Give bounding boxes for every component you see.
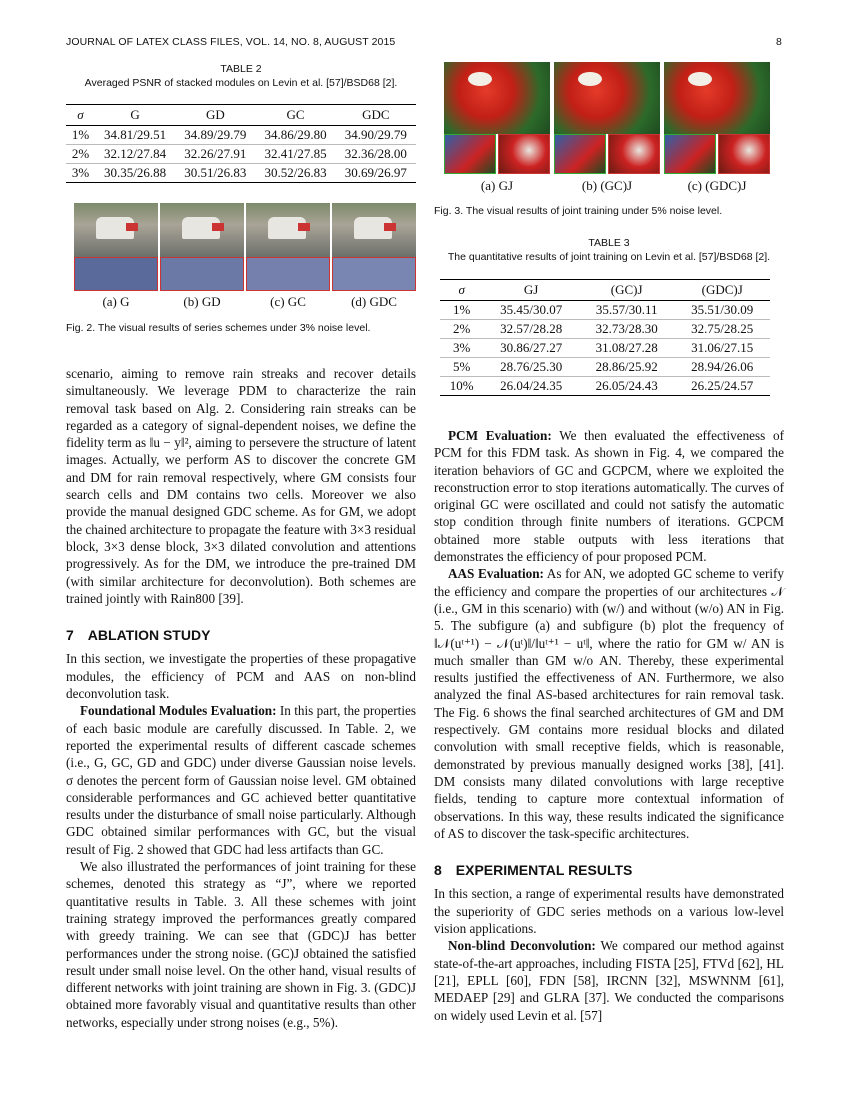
table2 [66,104,416,183]
paragraph: We also illustrated the performances of joint training for these schemes, denoted this strategy as “J”, where we reported quantitative results in Table. 3. All these schemes with joint training strategy improved the performances greatly compared with greedy training. We can see that (GDC)J has better performances under the strong noise. (GC)J obtained the satisfied result under small noise level. On the other hand, visual results of different networks with joint training are shown in Fig. 3. (GDC)J obtained more favorably visual and quantitative results than other networks, especially under strong noises (e.g., 5%). [66,859,416,1030]
paragraph-heading: PCM Evaluation: [448,428,552,443]
table-cell: 3% [66,164,95,183]
paragraph-body: We then evaluated the effectiveness of PCM for this FDM task. As shown in Fig. 4, we compared the iteration behaviors of GC and GCPCM, where we exploited the reconstruction error to stop iterations automatically. The curves of original GC were oscillated and could not satisfy the automatic stop condition through finite numbers of iterations. GCPCM obtained more stable outputs with less iterations that demonstrates the efficiency of pour proposed PCM. [434,428,785,565]
paragraph: In this section, a range of experimental results have demonstrated the superiority of GDC series methods on a various low-level vision applications. [434,886,784,937]
fig3-subcaption: (c) (GDC)J [687,178,747,193]
table-cell: 32.41/27.85 [255,145,335,164]
section-heading [66,627,416,644]
table-header-cell: GDC [336,105,416,126]
table-cell: 32.73/28.30 [579,320,675,339]
fig3-image-gdcj [664,62,770,174]
table-cell: 28.94/26.06 [674,358,770,377]
table-row [440,301,770,320]
paragraph-body: As for AN, we adopted GC scheme to verify the efficiency and compare the properties of our architectures 𝒩 (i.e., GM in this scenario) with (w/) and without (w/o) AN in Fig. 5. The subfigure (a) and subfigure (b) plot the frequency of ‖𝒩(uᵗ⁺¹) − 𝒩(uᵗ)‖/‖uᵗ⁺¹ − uᵗ‖, where the ratio for GM w/ AN is much smaller than GM w/o AN. Thereby, these experimental results justified the effectiveness of AN. Furthermore, we also analyzed the final AS-based architectures for rain removal task. The Fig. 6 shows the final searched architectures of GM and DM respectively. GM contains more residual blocks and dilated convolution with small receptive fields, which is reasonable, demonstrated by previous manually designed works [38], [41]. DM consists many dilated convolutions with large receptive fields, tending to capture more contextual information of observations. In this way, these results indicated the significance of AS to discover the task-specific architectures. [434,566,784,841]
paragraph [66,702,416,858]
table-cell: 34.81/29.51 [95,126,175,145]
table-cell: 34.89/29.79 [175,126,255,145]
table-cell: 31.06/27.15 [674,339,770,358]
table-row [66,145,416,164]
table2-label: TABLE 2 [220,63,262,75]
fig2-image-gd [160,203,244,291]
table-cell: 30.52/26.83 [255,164,335,183]
table-cell: 28.76/25.30 [483,358,579,377]
table2-caption: Averaged PSNR of stacked modules on Levin et al. [57]/BSD68 [2]. [84,77,398,89]
table-cell: 26.25/24.57 [674,377,770,396]
table-cell: 28.86/25.92 [579,358,675,377]
fig3-caption: Fig. 3. The visual results of joint training under 5% noise level. [434,205,723,217]
paragraph [434,565,784,842]
table-cell: 34.90/29.79 [336,126,416,145]
right-column [434,427,784,1024]
section-heading [434,862,784,879]
table-cell: 3% [440,339,483,358]
table-cell: 2% [440,320,483,339]
paragraph: scenario, aiming to remove rain streaks and recover details simultaneously. We leverage PDM to characterize the rain removal task based on Alg. 2. Considering rain streaks can be regarded as a category of signal-dependent noises, we define the fidelity term as ‖u − y‖², aiming to persevere the structure of latent images. Actually, we perform AS to discover the concrete GM and DM for rain removal respectively, where GM consists four search cells and DM contains two cells. Moreover we also provide the manual designed GDC scheme. As for GM, we adopt the chained architecture to propagate the feature with 3×3 residual block, 3×3 dense block, 3×3 dilated convolution and attentions progressively. As for the DM, we introduce the pre-trained DM (with similar architecture for deconvolution). Both schemes are trained jointly with Rain800 [39]. [66,366,416,606]
table-header-row [440,280,770,301]
table-row [66,126,416,145]
table-cell: 32.57/28.28 [483,320,579,339]
paragraph [434,427,784,565]
page-number: 8 [776,36,782,48]
table-row [440,339,770,358]
table-cell: 30.86/27.27 [483,339,579,358]
fig2-subcaption: (d) GDC [351,294,397,309]
table-header-cell: G [95,105,175,126]
table-cell: 35.51/30.09 [674,301,770,320]
paragraph: In this section, we investigate the properties of these propagative modules, the efficiency of PCM and AAS on non-blind deconvolution task. [66,651,416,702]
table-cell: 26.04/24.35 [483,377,579,396]
paragraph [434,937,784,1023]
table-row [440,320,770,339]
fig3-subcaption: (a) GJ [480,178,514,193]
fig2-image-gc [246,203,330,291]
table-cell: 30.51/26.83 [175,164,255,183]
table-header-cell: GJ [483,280,579,301]
table-header-cell: (GC)J [579,280,675,301]
section-number: 8 [434,862,442,879]
section-title: EXPERIMENTAL RESULTS [455,862,633,879]
fig2-image-gdc [332,203,416,291]
fig2-subcaption: (c) GC [270,294,306,309]
fig2-image-g [74,203,158,291]
table-row [66,164,416,183]
fig3-image-gcj [554,62,660,174]
table-cell: 35.57/30.11 [579,301,675,320]
fig3-subcaption: (b) (GC)J [581,178,633,193]
fig2-subcaption: (b) GD [183,294,221,309]
table-cell: 10% [440,377,483,396]
table-header-cell: GC [255,105,335,126]
table-cell: 5% [440,358,483,377]
table3-label: TABLE 3 [588,237,630,249]
fig2-caption: Fig. 2. The visual results of series schemes under 3% noise level. [66,322,371,334]
table3-caption: The quantitative results of joint training on Levin et al. [57]/BSD68 [2]. [447,251,771,263]
table-cell: 35.45/30.07 [483,301,579,320]
table-cell: 32.36/28.00 [336,145,416,164]
paragraph-body: In this part, the properties of each basic module are carefully discussed. In Table. 2, we reported the experimental results of different cascade schemes (i.e., G, GC, GD and GDC) under diverse Gaussian noise levels. σ denotes the percent form of Gaussian noise level. GM obtained considerable performances and GC achieved better quantitative results under the disturbance of small noise particularly. Although GDC obtained similar performances with GC, but the visual result of Fig. 2 showed that GDC had less artifacts than GC. [66,703,416,857]
table-cell: 34.86/29.80 [255,126,335,145]
table-cell: 32.75/28.25 [674,320,770,339]
paragraph-body: We compared our method against state-of-the-art approaches, including FISTA [25], FTVd [62], HL [21], EPLL [60], FDN [58], IRCNN [32], MSWNNM [61], MEDAEP [29] and GLRA [37]. We conducted the comparisons on widely used Levin et al. [57] [434,938,784,1023]
running-header: JOURNAL OF LATEX CLASS FILES, VOL. 14, NO. 8, AUGUST 2015 [66,36,396,48]
left-column [66,365,416,1031]
table-header-row [66,105,416,126]
table-cell: 32.26/27.91 [175,145,255,164]
table-cell: 32.12/27.84 [95,145,175,164]
table-header-cell: σ [440,280,483,301]
paragraph-heading: AAS Evaluation: [448,566,544,582]
table2-caption-block [66,62,416,90]
table-row [440,358,770,377]
table-cell: 2% [66,145,95,164]
table3 [440,279,770,396]
table-cell: 1% [66,126,95,145]
table-header-cell: GD [175,105,255,126]
table-cell: 31.08/27.28 [579,339,675,358]
table-cell: 30.69/26.97 [336,164,416,183]
table-cell: 1% [440,301,483,320]
table3-caption-block [434,236,784,264]
table-header-cell: (GDC)J [674,280,770,301]
table-header-cell: σ [66,105,95,126]
section-title: ABLATION STUDY [87,627,211,644]
section-number: 7 [66,627,74,644]
table-cell: 26.05/24.43 [579,377,675,396]
fig3-image-gj [444,62,550,174]
table-cell: 30.35/26.88 [95,164,175,183]
paragraph-heading: Foundational Modules Evaluation: [80,703,277,719]
table-row [440,377,770,396]
fig2-subcaption: (a) G [102,294,130,309]
paragraph-heading: Non-blind Deconvolution: [448,938,596,954]
